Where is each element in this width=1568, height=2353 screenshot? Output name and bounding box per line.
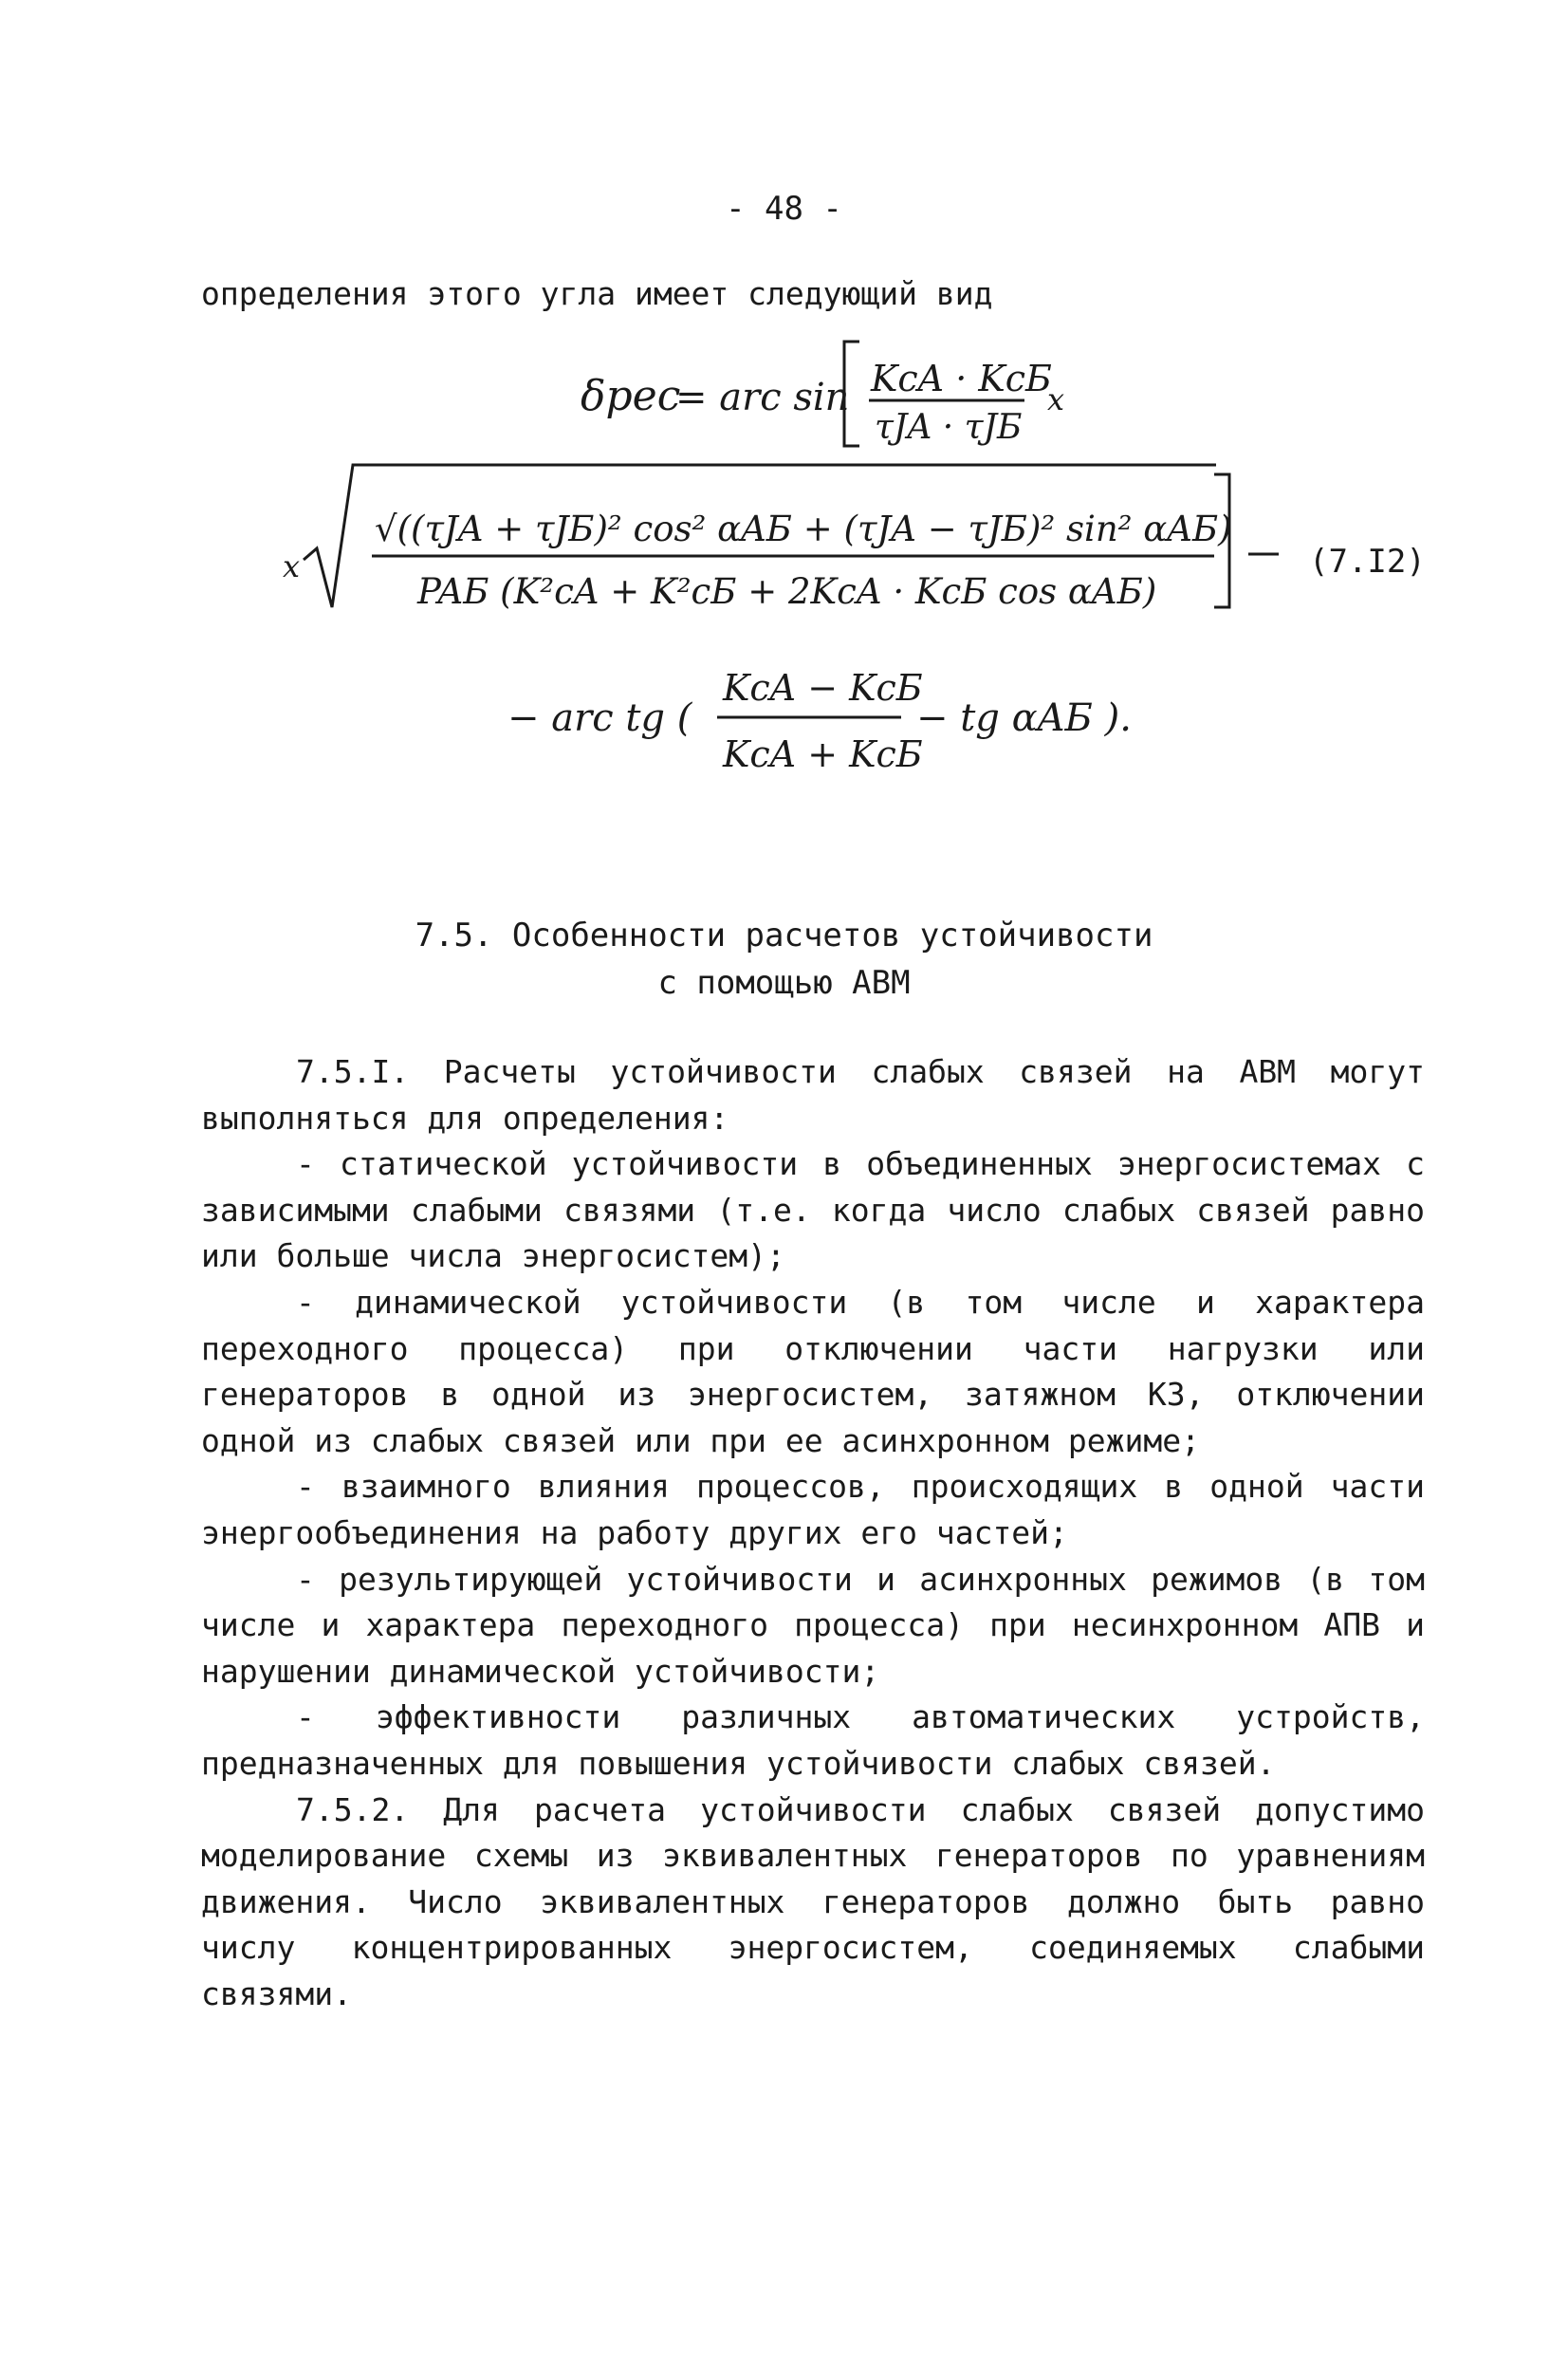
paragraph-7-5-1: 7.5.I. Расчеты устойчивости слабых связей на АВМ могут выполняться для определения: (201, 1053, 1425, 1137)
section-title-line-1: 7.5. Особенности расчетов устойчивости (415, 917, 1153, 954)
list-item-static-stability: - статической устойчивости в объединенных энергосистемах с зависимыми слабыми связями (т.е. когда число слабых связей равно или больше числа энергосистем); (201, 1145, 1425, 1275)
section-title-line-2: с помощью АВМ (657, 964, 911, 1002)
formula-arcsin: = arc sin (675, 376, 850, 419)
times-symbol-1: x (1047, 381, 1065, 417)
paragraph-7-5-2: 7.5.2. Для расчета устойчивости слабых связей допустимо моделирование схемы из эквивалентных генераторов по уравнениям движения. Число эквивалентных генераторов должно быть равно числу концентрированных энергосистем, соединяемых слабыми связями. (201, 1790, 1425, 2012)
page-number: - 48 - (726, 190, 842, 228)
list-item-automatic-devices: - эффективности различных автоматических устройств, предназначенных для повышения устойчивости слабых связей. (201, 1698, 1425, 1782)
list-item-dynamic-stability: - динамической устойчивости (в том числе и характера переходного процесса) при отключении части нагрузки или генераторов в одной из энергосистем, затяжном КЗ, отключении одной из слабых связей или при ее асинхронном режиме; (201, 1283, 1425, 1459)
body-text (201, 1049, 1425, 2017)
formula-lhs: δрес (581, 372, 681, 420)
list-item-resulting-stability: - результирующей устойчивости и асинхронных режимов (в том числе и характера переходного процесса) при несинхронном АПВ и нарушении динамической устойчивости; (201, 1560, 1425, 1690)
frac2-denominator: KcA + KcБ (723, 733, 923, 775)
list-item-mutual-influence: - взаимного влияния процессов, происходящих в одной части энергообъединения на работу других его частей; (201, 1468, 1425, 1551)
frac1-numerator: KcA · KcБ (871, 358, 1052, 399)
frac1-denominator: τJA · τJБ (875, 408, 1023, 447)
equation-number: (7.I2) (1309, 543, 1426, 581)
frac2-numerator: KcA − KcБ (723, 667, 923, 709)
formula-7-12 (0, 0, 1568, 854)
times-symbol-2: x (283, 548, 301, 584)
sqrt-numerator: √((τJA + τJБ)² cos² αAБ + (τJA − τJБ)² sin² αAБ) (375, 509, 1232, 549)
arctg-prefix: − arc tg ( (507, 696, 692, 740)
sqrt-denominator: PAБ (K²cA + K²cБ + 2KcA · KcБ cos αAБ) (417, 571, 1157, 612)
intro-line: определения этого угла имеет следующий вид (201, 275, 993, 312)
arctg-suffix: − tg αAБ ). (916, 696, 1132, 740)
